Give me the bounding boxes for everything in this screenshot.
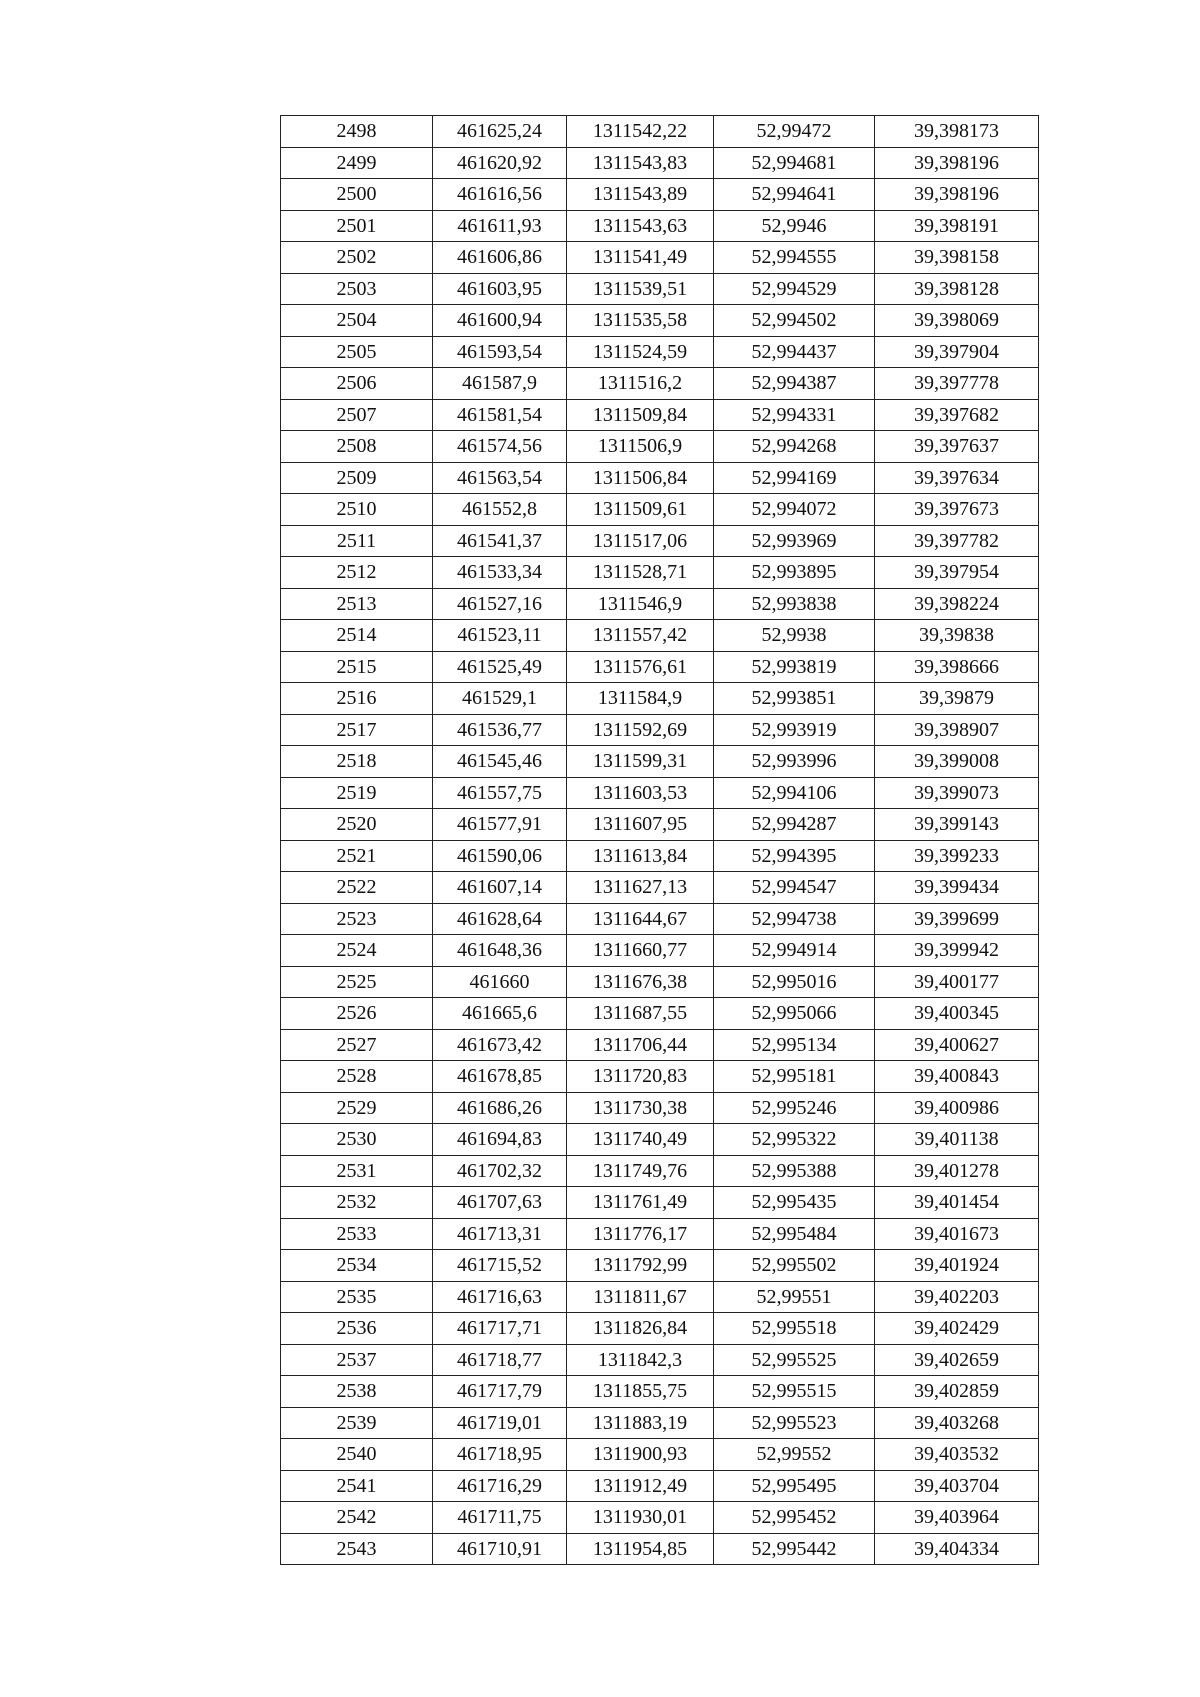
point-number-cell: 2498 <box>281 116 433 148</box>
longitude-cell: 39,401673 <box>875 1218 1039 1250</box>
latitude-cell: 52,994387 <box>714 368 875 400</box>
latitude-cell: 52,994268 <box>714 431 875 463</box>
longitude-cell: 39,397634 <box>875 462 1039 494</box>
y-coordinate-cell: 1311506,84 <box>567 462 714 494</box>
table-row <box>281 809 1039 841</box>
longitude-cell: 39,399008 <box>875 746 1039 778</box>
latitude-cell: 52,993895 <box>714 557 875 589</box>
latitude-cell: 52,995435 <box>714 1187 875 1219</box>
x-coordinate-cell: 461574,56 <box>433 431 567 463</box>
y-coordinate-cell: 1311954,85 <box>567 1533 714 1565</box>
longitude-cell: 39,398196 <box>875 147 1039 179</box>
y-coordinate-cell: 1311592,69 <box>567 714 714 746</box>
latitude-cell: 52,994681 <box>714 147 875 179</box>
point-number-cell: 2530 <box>281 1124 433 1156</box>
latitude-cell: 52,994287 <box>714 809 875 841</box>
point-number-cell: 2501 <box>281 210 433 242</box>
point-number-cell: 2518 <box>281 746 433 778</box>
x-coordinate-cell: 461686,26 <box>433 1092 567 1124</box>
table-row <box>281 588 1039 620</box>
longitude-cell: 39,402659 <box>875 1344 1039 1376</box>
longitude-cell: 39,39879 <box>875 683 1039 715</box>
longitude-cell: 39,398173 <box>875 116 1039 148</box>
y-coordinate-cell: 1311516,2 <box>567 368 714 400</box>
latitude-cell: 52,995388 <box>714 1155 875 1187</box>
point-number-cell: 2520 <box>281 809 433 841</box>
latitude-cell: 52,994106 <box>714 777 875 809</box>
latitude-cell: 52,995484 <box>714 1218 875 1250</box>
point-number-cell: 2506 <box>281 368 433 400</box>
x-coordinate-cell: 461611,93 <box>433 210 567 242</box>
x-coordinate-cell: 461628,64 <box>433 903 567 935</box>
point-number-cell: 2541 <box>281 1470 433 1502</box>
table-row <box>281 1124 1039 1156</box>
y-coordinate-cell: 1311749,76 <box>567 1155 714 1187</box>
longitude-cell: 39,397682 <box>875 399 1039 431</box>
latitude-cell: 52,995525 <box>714 1344 875 1376</box>
y-coordinate-cell: 1311730,38 <box>567 1092 714 1124</box>
x-coordinate-cell: 461616,56 <box>433 179 567 211</box>
x-coordinate-cell: 461718,95 <box>433 1439 567 1471</box>
latitude-cell: 52,994641 <box>714 179 875 211</box>
table-row <box>281 210 1039 242</box>
x-coordinate-cell: 461607,14 <box>433 872 567 904</box>
latitude-cell: 52,99472 <box>714 116 875 148</box>
latitude-cell: 52,994547 <box>714 872 875 904</box>
longitude-cell: 39,397673 <box>875 494 1039 526</box>
latitude-cell: 52,995502 <box>714 1250 875 1282</box>
point-number-cell: 2542 <box>281 1502 433 1534</box>
table-row <box>281 746 1039 778</box>
latitude-cell: 52,9946 <box>714 210 875 242</box>
latitude-cell: 52,994738 <box>714 903 875 935</box>
x-coordinate-cell: 461648,36 <box>433 935 567 967</box>
longitude-cell: 39,397904 <box>875 336 1039 368</box>
y-coordinate-cell: 1311613,84 <box>567 840 714 872</box>
x-coordinate-cell: 461718,77 <box>433 1344 567 1376</box>
latitude-cell: 52,99551 <box>714 1281 875 1313</box>
table-row <box>281 1029 1039 1061</box>
point-number-cell: 2534 <box>281 1250 433 1282</box>
y-coordinate-cell: 1311546,9 <box>567 588 714 620</box>
x-coordinate-cell: 461523,11 <box>433 620 567 652</box>
latitude-cell: 52,995495 <box>714 1470 875 1502</box>
x-coordinate-cell: 461587,9 <box>433 368 567 400</box>
x-coordinate-cell: 461606,86 <box>433 242 567 274</box>
table-row <box>281 147 1039 179</box>
longitude-cell: 39,403704 <box>875 1470 1039 1502</box>
table-row <box>281 1250 1039 1282</box>
longitude-cell: 39,399434 <box>875 872 1039 904</box>
y-coordinate-cell: 1311811,67 <box>567 1281 714 1313</box>
x-coordinate-cell: 461533,34 <box>433 557 567 589</box>
y-coordinate-cell: 1311543,89 <box>567 179 714 211</box>
y-coordinate-cell: 1311584,9 <box>567 683 714 715</box>
table-row <box>281 840 1039 872</box>
point-number-cell: 2527 <box>281 1029 433 1061</box>
table-row <box>281 1439 1039 1471</box>
table-row <box>281 651 1039 683</box>
latitude-cell: 52,9938 <box>714 620 875 652</box>
coordinates-table-body <box>281 116 1039 1565</box>
point-number-cell: 2528 <box>281 1061 433 1093</box>
y-coordinate-cell: 1311543,83 <box>567 147 714 179</box>
table-row <box>281 1155 1039 1187</box>
longitude-cell: 39,398158 <box>875 242 1039 274</box>
y-coordinate-cell: 1311676,38 <box>567 966 714 998</box>
point-number-cell: 2516 <box>281 683 433 715</box>
coordinates-table <box>280 115 1039 1565</box>
latitude-cell: 52,994914 <box>714 935 875 967</box>
point-number-cell: 2513 <box>281 588 433 620</box>
x-coordinate-cell: 461527,16 <box>433 588 567 620</box>
table-row <box>281 525 1039 557</box>
y-coordinate-cell: 1311900,93 <box>567 1439 714 1471</box>
latitude-cell: 52,995523 <box>714 1407 875 1439</box>
point-number-cell: 2515 <box>281 651 433 683</box>
latitude-cell: 52,994395 <box>714 840 875 872</box>
latitude-cell: 52,994169 <box>714 462 875 494</box>
x-coordinate-cell: 461577,91 <box>433 809 567 841</box>
y-coordinate-cell: 1311842,3 <box>567 1344 714 1376</box>
longitude-cell: 39,398907 <box>875 714 1039 746</box>
longitude-cell: 39,39838 <box>875 620 1039 652</box>
x-coordinate-cell: 461545,46 <box>433 746 567 778</box>
table-row <box>281 1533 1039 1565</box>
longitude-cell: 39,397778 <box>875 368 1039 400</box>
x-coordinate-cell: 461541,37 <box>433 525 567 557</box>
latitude-cell: 52,994072 <box>714 494 875 526</box>
point-number-cell: 2502 <box>281 242 433 274</box>
longitude-cell: 39,404334 <box>875 1533 1039 1565</box>
table-row <box>281 1281 1039 1313</box>
y-coordinate-cell: 1311776,17 <box>567 1218 714 1250</box>
table-row <box>281 179 1039 211</box>
x-coordinate-cell: 461717,71 <box>433 1313 567 1345</box>
point-number-cell: 2540 <box>281 1439 433 1471</box>
x-coordinate-cell: 461563,54 <box>433 462 567 494</box>
point-number-cell: 2519 <box>281 777 433 809</box>
table-row <box>281 620 1039 652</box>
latitude-cell: 52,995181 <box>714 1061 875 1093</box>
y-coordinate-cell: 1311740,49 <box>567 1124 714 1156</box>
x-coordinate-cell: 461713,31 <box>433 1218 567 1250</box>
longitude-cell: 39,398128 <box>875 273 1039 305</box>
y-coordinate-cell: 1311557,42 <box>567 620 714 652</box>
longitude-cell: 39,403268 <box>875 1407 1039 1439</box>
point-number-cell: 2525 <box>281 966 433 998</box>
longitude-cell: 39,399942 <box>875 935 1039 967</box>
point-number-cell: 2511 <box>281 525 433 557</box>
latitude-cell: 52,995322 <box>714 1124 875 1156</box>
point-number-cell: 2514 <box>281 620 433 652</box>
longitude-cell: 39,400345 <box>875 998 1039 1030</box>
point-number-cell: 2532 <box>281 1187 433 1219</box>
latitude-cell: 52,995442 <box>714 1533 875 1565</box>
table-row <box>281 462 1039 494</box>
x-coordinate-cell: 461694,83 <box>433 1124 567 1156</box>
x-coordinate-cell: 461665,6 <box>433 998 567 1030</box>
longitude-cell: 39,399699 <box>875 903 1039 935</box>
longitude-cell: 39,401454 <box>875 1187 1039 1219</box>
table-row <box>281 998 1039 1030</box>
longitude-cell: 39,398666 <box>875 651 1039 683</box>
y-coordinate-cell: 1311576,61 <box>567 651 714 683</box>
x-coordinate-cell: 461552,8 <box>433 494 567 526</box>
x-coordinate-cell: 461711,75 <box>433 1502 567 1534</box>
longitude-cell: 39,400627 <box>875 1029 1039 1061</box>
table-row <box>281 683 1039 715</box>
y-coordinate-cell: 1311761,49 <box>567 1187 714 1219</box>
longitude-cell: 39,400986 <box>875 1092 1039 1124</box>
longitude-cell: 39,401924 <box>875 1250 1039 1282</box>
x-coordinate-cell: 461660 <box>433 966 567 998</box>
x-coordinate-cell: 461625,24 <box>433 116 567 148</box>
table-row <box>281 1407 1039 1439</box>
table-row <box>281 1187 1039 1219</box>
longitude-cell: 39,398069 <box>875 305 1039 337</box>
y-coordinate-cell: 1311660,77 <box>567 935 714 967</box>
table-row <box>281 557 1039 589</box>
point-number-cell: 2512 <box>281 557 433 589</box>
longitude-cell: 39,399143 <box>875 809 1039 841</box>
latitude-cell: 52,993819 <box>714 651 875 683</box>
latitude-cell: 52,995518 <box>714 1313 875 1345</box>
x-coordinate-cell: 461716,29 <box>433 1470 567 1502</box>
latitude-cell: 52,993919 <box>714 714 875 746</box>
latitude-cell: 52,995016 <box>714 966 875 998</box>
latitude-cell: 52,995246 <box>714 1092 875 1124</box>
x-coordinate-cell: 461710,91 <box>433 1533 567 1565</box>
longitude-cell: 39,403964 <box>875 1502 1039 1534</box>
y-coordinate-cell: 1311599,31 <box>567 746 714 778</box>
x-coordinate-cell: 461678,85 <box>433 1061 567 1093</box>
point-number-cell: 2531 <box>281 1155 433 1187</box>
x-coordinate-cell: 461717,79 <box>433 1376 567 1408</box>
table-row <box>281 1313 1039 1345</box>
y-coordinate-cell: 1311687,55 <box>567 998 714 1030</box>
latitude-cell: 52,995134 <box>714 1029 875 1061</box>
table-row <box>281 714 1039 746</box>
x-coordinate-cell: 461702,32 <box>433 1155 567 1187</box>
x-coordinate-cell: 461525,49 <box>433 651 567 683</box>
table-row <box>281 431 1039 463</box>
table-row <box>281 305 1039 337</box>
latitude-cell: 52,994331 <box>714 399 875 431</box>
point-number-cell: 2526 <box>281 998 433 1030</box>
table-row <box>281 1092 1039 1124</box>
latitude-cell: 52,994555 <box>714 242 875 274</box>
table-row <box>281 494 1039 526</box>
y-coordinate-cell: 1311883,19 <box>567 1407 714 1439</box>
y-coordinate-cell: 1311543,63 <box>567 210 714 242</box>
longitude-cell: 39,401278 <box>875 1155 1039 1187</box>
table-row <box>281 368 1039 400</box>
point-number-cell: 2543 <box>281 1533 433 1565</box>
latitude-cell: 52,993851 <box>714 683 875 715</box>
y-coordinate-cell: 1311539,51 <box>567 273 714 305</box>
point-number-cell: 2522 <box>281 872 433 904</box>
longitude-cell: 39,403532 <box>875 1439 1039 1471</box>
table-row <box>281 399 1039 431</box>
point-number-cell: 2500 <box>281 179 433 211</box>
y-coordinate-cell: 1311603,53 <box>567 777 714 809</box>
longitude-cell: 39,397637 <box>875 431 1039 463</box>
point-number-cell: 2507 <box>281 399 433 431</box>
latitude-cell: 52,994529 <box>714 273 875 305</box>
latitude-cell: 52,993969 <box>714 525 875 557</box>
y-coordinate-cell: 1311541,49 <box>567 242 714 274</box>
longitude-cell: 39,397782 <box>875 525 1039 557</box>
longitude-cell: 39,400177 <box>875 966 1039 998</box>
y-coordinate-cell: 1311517,06 <box>567 525 714 557</box>
table-row <box>281 1502 1039 1534</box>
x-coordinate-cell: 461603,95 <box>433 273 567 305</box>
point-number-cell: 2499 <box>281 147 433 179</box>
longitude-cell: 39,399233 <box>875 840 1039 872</box>
x-coordinate-cell: 461715,52 <box>433 1250 567 1282</box>
point-number-cell: 2504 <box>281 305 433 337</box>
table-row <box>281 116 1039 148</box>
x-coordinate-cell: 461719,01 <box>433 1407 567 1439</box>
x-coordinate-cell: 461557,75 <box>433 777 567 809</box>
x-coordinate-cell: 461590,06 <box>433 840 567 872</box>
table-row <box>281 872 1039 904</box>
y-coordinate-cell: 1311826,84 <box>567 1313 714 1345</box>
point-number-cell: 2510 <box>281 494 433 526</box>
table-row <box>281 777 1039 809</box>
point-number-cell: 2505 <box>281 336 433 368</box>
point-number-cell: 2521 <box>281 840 433 872</box>
y-coordinate-cell: 1311627,13 <box>567 872 714 904</box>
x-coordinate-cell: 461600,94 <box>433 305 567 337</box>
longitude-cell: 39,399073 <box>875 777 1039 809</box>
latitude-cell: 52,993838 <box>714 588 875 620</box>
point-number-cell: 2508 <box>281 431 433 463</box>
point-number-cell: 2524 <box>281 935 433 967</box>
point-number-cell: 2536 <box>281 1313 433 1345</box>
table-row <box>281 273 1039 305</box>
latitude-cell: 52,993996 <box>714 746 875 778</box>
point-number-cell: 2529 <box>281 1092 433 1124</box>
latitude-cell: 52,99552 <box>714 1439 875 1471</box>
point-number-cell: 2503 <box>281 273 433 305</box>
y-coordinate-cell: 1311528,71 <box>567 557 714 589</box>
x-coordinate-cell: 461593,54 <box>433 336 567 368</box>
longitude-cell: 39,398196 <box>875 179 1039 211</box>
y-coordinate-cell: 1311542,22 <box>567 116 714 148</box>
y-coordinate-cell: 1311720,83 <box>567 1061 714 1093</box>
y-coordinate-cell: 1311506,9 <box>567 431 714 463</box>
longitude-cell: 39,402429 <box>875 1313 1039 1345</box>
latitude-cell: 52,994502 <box>714 305 875 337</box>
y-coordinate-cell: 1311535,58 <box>567 305 714 337</box>
point-number-cell: 2537 <box>281 1344 433 1376</box>
x-coordinate-cell: 461673,42 <box>433 1029 567 1061</box>
y-coordinate-cell: 1311930,01 <box>567 1502 714 1534</box>
longitude-cell: 39,401138 <box>875 1124 1039 1156</box>
x-coordinate-cell: 461536,77 <box>433 714 567 746</box>
x-coordinate-cell: 461716,63 <box>433 1281 567 1313</box>
y-coordinate-cell: 1311524,59 <box>567 336 714 368</box>
point-number-cell: 2539 <box>281 1407 433 1439</box>
point-number-cell: 2533 <box>281 1218 433 1250</box>
y-coordinate-cell: 1311792,99 <box>567 1250 714 1282</box>
longitude-cell: 39,398191 <box>875 210 1039 242</box>
point-number-cell: 2535 <box>281 1281 433 1313</box>
table-row <box>281 1218 1039 1250</box>
latitude-cell: 52,995515 <box>714 1376 875 1408</box>
latitude-cell: 52,994437 <box>714 336 875 368</box>
latitude-cell: 52,995066 <box>714 998 875 1030</box>
x-coordinate-cell: 461620,92 <box>433 147 567 179</box>
table-row <box>281 1344 1039 1376</box>
point-number-cell: 2538 <box>281 1376 433 1408</box>
y-coordinate-cell: 1311706,44 <box>567 1029 714 1061</box>
table-row <box>281 1470 1039 1502</box>
y-coordinate-cell: 1311855,75 <box>567 1376 714 1408</box>
x-coordinate-cell: 461707,63 <box>433 1187 567 1219</box>
longitude-cell: 39,400843 <box>875 1061 1039 1093</box>
longitude-cell: 39,402859 <box>875 1376 1039 1408</box>
longitude-cell: 39,402203 <box>875 1281 1039 1313</box>
longitude-cell: 39,398224 <box>875 588 1039 620</box>
y-coordinate-cell: 1311509,61 <box>567 494 714 526</box>
table-row <box>281 242 1039 274</box>
table-row <box>281 336 1039 368</box>
y-coordinate-cell: 1311607,95 <box>567 809 714 841</box>
point-number-cell: 2517 <box>281 714 433 746</box>
latitude-cell: 52,995452 <box>714 1502 875 1534</box>
table-row <box>281 966 1039 998</box>
point-number-cell: 2509 <box>281 462 433 494</box>
y-coordinate-cell: 1311912,49 <box>567 1470 714 1502</box>
table-row <box>281 935 1039 967</box>
y-coordinate-cell: 1311509,84 <box>567 399 714 431</box>
table-row <box>281 1061 1039 1093</box>
x-coordinate-cell: 461529,1 <box>433 683 567 715</box>
table-row <box>281 1376 1039 1408</box>
point-number-cell: 2523 <box>281 903 433 935</box>
table-row <box>281 903 1039 935</box>
longitude-cell: 39,397954 <box>875 557 1039 589</box>
y-coordinate-cell: 1311644,67 <box>567 903 714 935</box>
x-coordinate-cell: 461581,54 <box>433 399 567 431</box>
